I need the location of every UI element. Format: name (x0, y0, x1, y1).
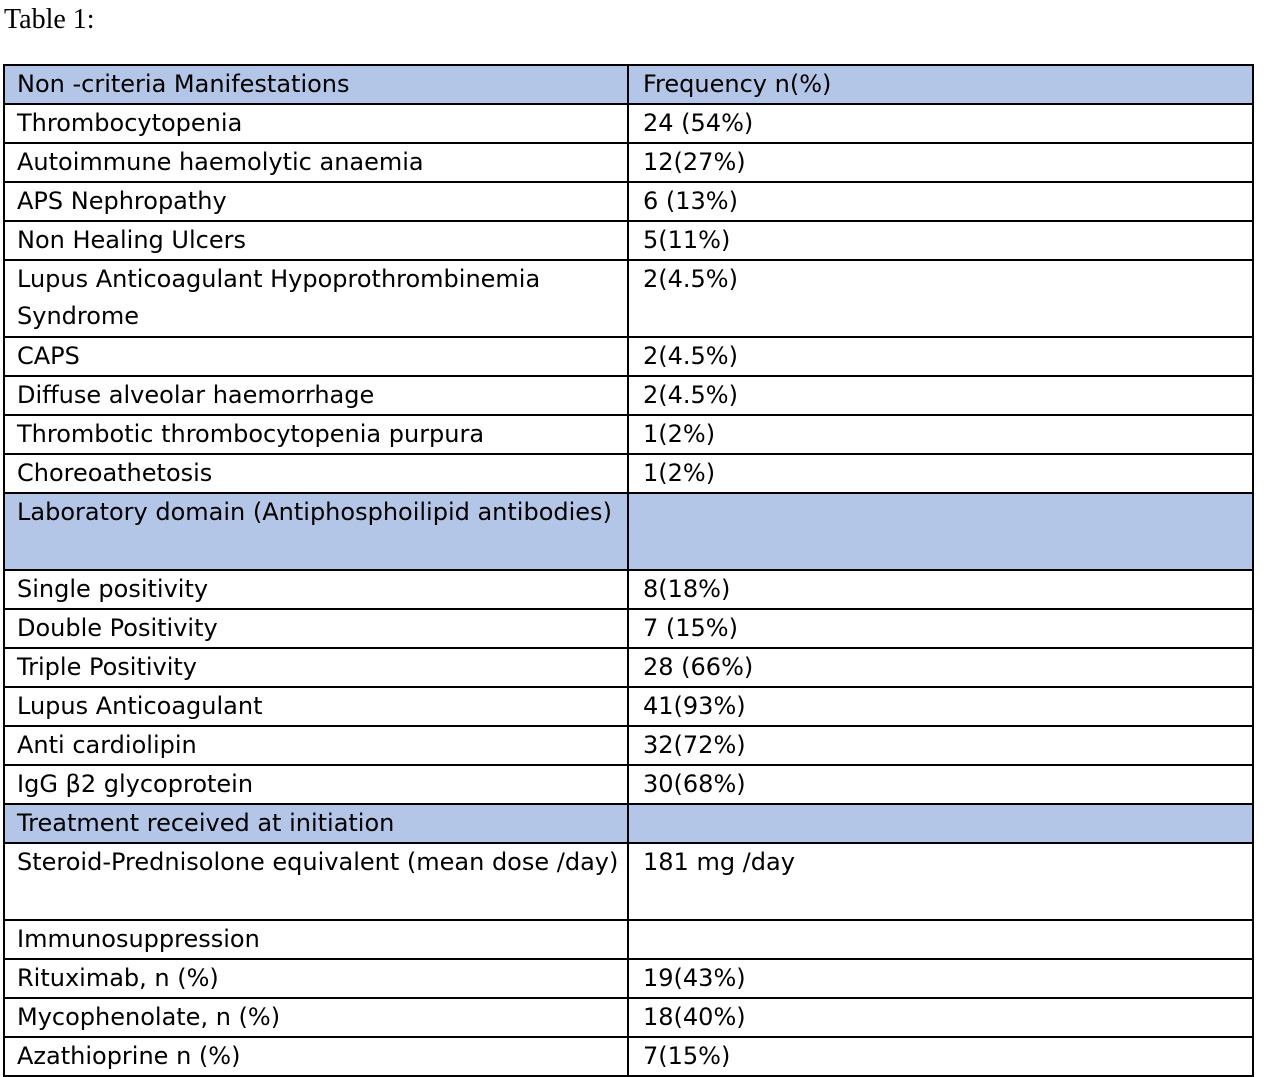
table-row (4, 648, 1253, 687)
row-label-cell: Anti cardiolipin (4, 726, 628, 765)
table-row (4, 454, 1253, 493)
row-value-cell: 24 (54%) (628, 104, 1253, 143)
row-label-cell: CAPS (4, 337, 628, 376)
table-row (4, 415, 1253, 454)
row-label-cell: Lupus Anticoagulant Hypoprothrombinemia Syndrome (4, 260, 628, 337)
section-header-row (4, 804, 1253, 843)
row-value-cell: 8(18%) (628, 570, 1253, 609)
table-body (4, 65, 1253, 1076)
row-label-cell: APS Nephropathy (4, 182, 628, 221)
row-label-cell: Single positivity (4, 570, 628, 609)
row-label-cell: Autoimmune haemolytic anaemia (4, 143, 628, 182)
row-label-cell: Rituximab, n (%) (4, 959, 628, 998)
row-label-cell: Laboratory domain (Antiphosphoilipid antibodies) (4, 493, 628, 570)
table-row (4, 1037, 1253, 1076)
row-label-cell: Immunosuppression (4, 920, 628, 959)
table-row (4, 104, 1253, 143)
table-row (4, 337, 1253, 376)
row-value-cell: Frequency n(%) (628, 65, 1253, 104)
row-value-cell: 5(11%) (628, 221, 1253, 260)
row-value-cell: 7(15%) (628, 1037, 1253, 1076)
row-label-cell: Mycophenolate, n (%) (4, 998, 628, 1037)
row-value-cell: 181 mg /day (628, 843, 1253, 920)
row-label-cell: Choreoathetosis (4, 454, 628, 493)
row-value-cell: 30(68%) (628, 765, 1253, 804)
table-caption: Table 1: (4, 4, 95, 35)
row-label-cell: Diffuse alveolar haemorrhage (4, 376, 628, 415)
table-row (4, 726, 1253, 765)
table-row (4, 998, 1253, 1037)
table-row (4, 182, 1253, 221)
row-label-cell: Steroid-Prednisolone equivalent (mean dose /day) (4, 843, 628, 920)
row-label-cell: Thrombocytopenia (4, 104, 628, 143)
row-value-cell: 1(2%) (628, 415, 1253, 454)
row-value-cell: 41(93%) (628, 687, 1253, 726)
row-value-cell (628, 804, 1253, 843)
row-value-cell: 28 (66%) (628, 648, 1253, 687)
row-label-cell: Double Positivity (4, 609, 628, 648)
row-value-cell (628, 493, 1253, 570)
row-value-cell: 2(4.5%) (628, 376, 1253, 415)
table-row (4, 765, 1253, 804)
row-label-cell: Azathioprine n (%) (4, 1037, 628, 1076)
table-row (4, 687, 1253, 726)
row-value-cell: 18(40%) (628, 998, 1253, 1037)
row-value-cell: 2(4.5%) (628, 337, 1253, 376)
row-value-cell: 12(27%) (628, 143, 1253, 182)
results-table (3, 64, 1254, 1077)
table-row (4, 221, 1253, 260)
row-label-cell: Treatment received at initiation (4, 804, 628, 843)
table-row (4, 570, 1253, 609)
row-value-cell: 6 (13%) (628, 182, 1253, 221)
row-value-cell: 1(2%) (628, 454, 1253, 493)
table-row (4, 843, 1253, 920)
row-label-cell: Non -criteria Manifestations (4, 65, 628, 104)
section-header-row (4, 65, 1253, 104)
row-value-cell: 32(72%) (628, 726, 1253, 765)
row-label-cell: IgG β2 glycoprotein (4, 765, 628, 804)
row-label-cell: Non Healing Ulcers (4, 221, 628, 260)
section-header-row (4, 493, 1253, 570)
row-value-cell: 19(43%) (628, 959, 1253, 998)
table-row (4, 609, 1253, 648)
table-row (4, 959, 1253, 998)
row-value-cell: 2(4.5%) (628, 260, 1253, 337)
table-row (4, 143, 1253, 182)
row-label-cell: Lupus Anticoagulant (4, 687, 628, 726)
table-row (4, 260, 1253, 337)
row-value-cell: 7 (15%) (628, 609, 1253, 648)
table-row (4, 920, 1253, 959)
row-label-cell: Thrombotic thrombocytopenia purpura (4, 415, 628, 454)
row-label-cell: Triple Positivity (4, 648, 628, 687)
table-row (4, 376, 1253, 415)
row-value-cell (628, 920, 1253, 959)
